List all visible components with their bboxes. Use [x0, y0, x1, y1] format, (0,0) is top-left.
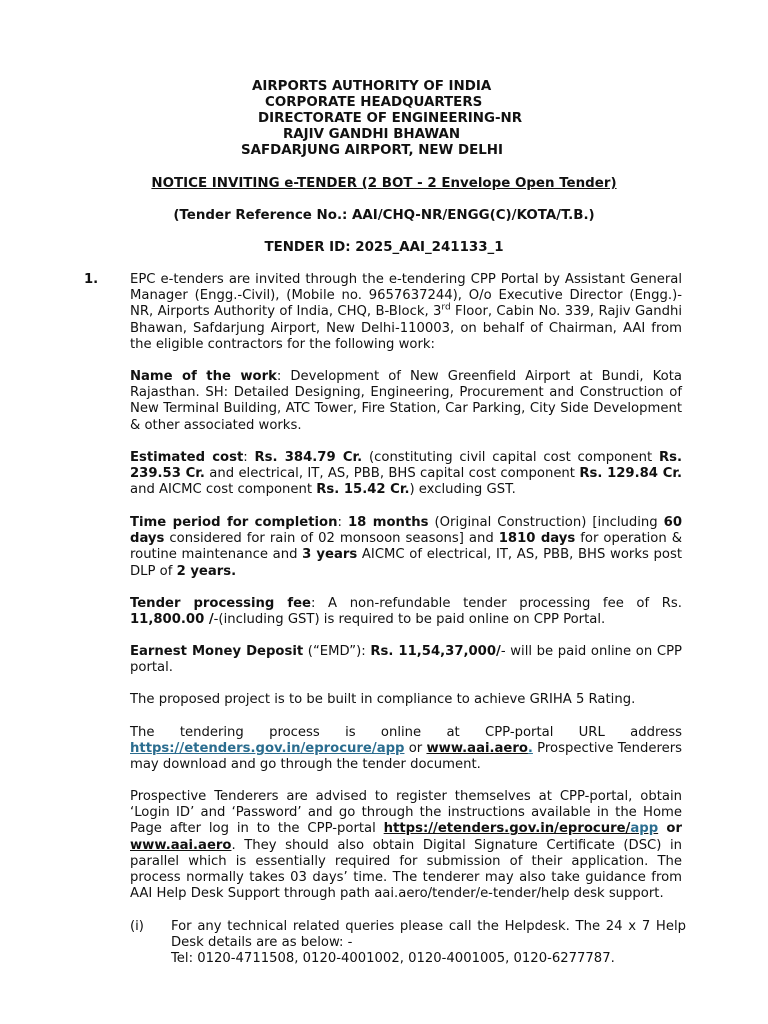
- advise-paragraph: [130, 789, 682, 902]
- helpdesk-paragraph: [171, 919, 686, 968]
- online-word: tendering: [179, 725, 244, 740]
- cost-text-4: ) excluding GST.: [409, 482, 516, 498]
- online-word: CPP-portal: [485, 725, 554, 740]
- cost-total: Rs. 384.79 Cr.: [254, 450, 363, 465]
- online-word: online: [380, 725, 422, 740]
- org-directorate: DIRECTORATE OF ENGINEERING-NR: [258, 111, 523, 126]
- work-text: : Development of New Greenfield Airport at Bundi, Kota Rajasthan. SH: Detailed Designing, Engineering, Procurement and Construction of New Terminal Building, ATC Tower, Fire Station, Car Parking, City Side Development & other associated works.: [130, 369, 682, 433]
- advise-or: or: [658, 821, 683, 837]
- online-text-2: Prospective Tenderers may download and go through the tender document.: [130, 741, 683, 773]
- advise-cpp-link[interactable]: [384, 821, 658, 836]
- helpdesk-text: For any technical related queries please call the Helpdesk. The 24 x 7 Help Desk details are as below: -: [171, 919, 686, 951]
- fee-label: Tender processing fee: [130, 596, 311, 611]
- time-rain-days: 60 days: [130, 515, 682, 547]
- cost-text-2: and electrical, IT, AS, PBB, BHS capital cost component: [204, 466, 580, 482]
- time-aicmc-years: 3 years: [302, 547, 358, 563]
- cost-civil: Rs. 239.53 Cr.: [130, 450, 682, 482]
- work-paragraph: [130, 369, 682, 434]
- cost-electrical: Rs. 129.84 Cr.: [579, 466, 683, 482]
- griha-paragraph: The proposed project is to be built in compliance to achieve GRIHA 5 Rating.: [130, 692, 636, 707]
- org-hq: CORPORATE HEADQUARTERS: [265, 95, 483, 110]
- time-text-2: considered for rain of 02 monsoon seasons] and: [164, 531, 499, 547]
- fee-value: 11,800.00 /: [130, 612, 214, 628]
- tender-id: TENDER ID: 2025_AAI_241133_1: [264, 240, 504, 255]
- online-word: The: [130, 725, 155, 740]
- time-months: 18 months: [347, 515, 429, 530]
- sub-item-label: (i): [130, 919, 144, 934]
- org-name: AIRPORTS AUTHORITY OF INDIA: [252, 79, 492, 94]
- online-dot: .: [527, 741, 533, 757]
- time-text-3: for operation & routine maintenance and: [130, 531, 683, 563]
- time-dlp-years: 2 years.: [176, 563, 237, 579]
- helpdesk-phones: Tel: 0120-4711508, 0120-4001002, 0120-4001005, 0120-6277787.: [171, 951, 615, 967]
- cost-aicmc: Rs. 15.42 Cr.: [316, 482, 410, 498]
- cost-label: Estimated cost: [130, 450, 244, 465]
- emd-text-2: - will be paid online on CPP portal.: [130, 644, 682, 676]
- time-separator: :: [337, 515, 348, 530]
- online-word: address: [630, 725, 682, 740]
- time-text-1: (Original Construction) [including: [428, 515, 664, 530]
- fee-text-2: -(including GST) is required to be paid online on CPP Portal.: [213, 612, 606, 628]
- intro-text-b: Floor, Cabin No. 339, Rajiv Gandhi Bhawan, Safdarjung Airport, New Delhi-110003, on behalf of Chairman, AAI from the eligible contractors for the following work:: [130, 304, 682, 352]
- org-address: SAFDARJUNG AIRPORT, NEW DELHI: [241, 143, 503, 158]
- section-number: 1.: [84, 272, 99, 287]
- advise-cpp-link-main: https://etenders.gov.in/eprocure/: [383, 821, 631, 837]
- advise-text-2: . They should also obtain Digital Signature Certificate (DSC) in parallel which is essentially required for submission of their application. The process normally takes 03 days’ time. The tenderer may also take guidance from AAI Help Desk Support through path aai.aero/tender/e-tender/help desk support.: [130, 837, 682, 902]
- time-label: Time period for completion: [130, 515, 338, 530]
- tender-reference: (Tender Reference No.: AAI/CHQ-NR/ENGG(C)/KOTA/T.B.): [173, 208, 595, 223]
- org-building: RAJIV GANDHI BHAWAN: [283, 127, 461, 142]
- cost-paragraph: [130, 450, 682, 499]
- cost-separator: :: [243, 450, 255, 465]
- online-word: process: [269, 725, 320, 740]
- online-word: is: [345, 725, 356, 740]
- online-word: URL: [578, 725, 605, 740]
- intro-text-a: EPC e-tenders are invited through the e-tendering CPP Portal by Assistant General Manager (Engg.-Civil), (Mobile no. 9657637244), O/o Executive Director (Engg.)- NR, Airports Authority of India, CHQ, B-Block, 3: [130, 272, 682, 320]
- emd-paragraph: [130, 644, 682, 676]
- cost-text-3: and AICMC cost component: [130, 482, 317, 498]
- online-first-line: [130, 725, 682, 741]
- notice-title-row: [0, 176, 768, 192]
- advise-text-1: Prospective Tenderers are advised to register themselves at CPP-portal, obtain ‘Login ID’ and ‘Password’ and go through the instructions available in the Home Page after log in to the CPP-portal: [130, 789, 682, 837]
- intro-paragraph: [130, 272, 682, 353]
- advise-cpp-link-tail: app: [630, 821, 659, 837]
- online-or: or: [404, 741, 427, 757]
- online-paragraph: [130, 725, 682, 774]
- emd-value: Rs. 11,54,37,000/: [370, 644, 501, 659]
- emd-label: Earnest Money Deposit: [130, 644, 304, 659]
- notice-title: NOTICE INVITING e-TENDER (2 BOT - 2 Envelope Open Tender): [151, 176, 617, 191]
- time-text-4: AICMC of electrical, IT, AS, PBB, BHS works post DLP of: [130, 547, 682, 579]
- aai-website-link[interactable]: www.aai.aero: [426, 741, 528, 757]
- time-paragraph: [130, 515, 682, 580]
- cost-text-1: (constituting civil capital cost component: [362, 450, 659, 465]
- emd-text-1: (“EMD”):: [303, 644, 371, 659]
- work-label: Name of the work: [130, 369, 277, 384]
- online-word: at: [446, 725, 460, 740]
- fee-text-1: : A non-refundable tender processing fee of Rs.: [310, 596, 682, 611]
- cpp-portal-link[interactable]: https://etenders.gov.in/eprocure/app: [130, 741, 405, 757]
- fee-paragraph: [130, 596, 682, 628]
- advise-aai-link[interactable]: www.aai.aero: [130, 837, 232, 853]
- time-om-days: 1810 days: [498, 531, 576, 547]
- intro-superscript: rd: [441, 303, 451, 314]
